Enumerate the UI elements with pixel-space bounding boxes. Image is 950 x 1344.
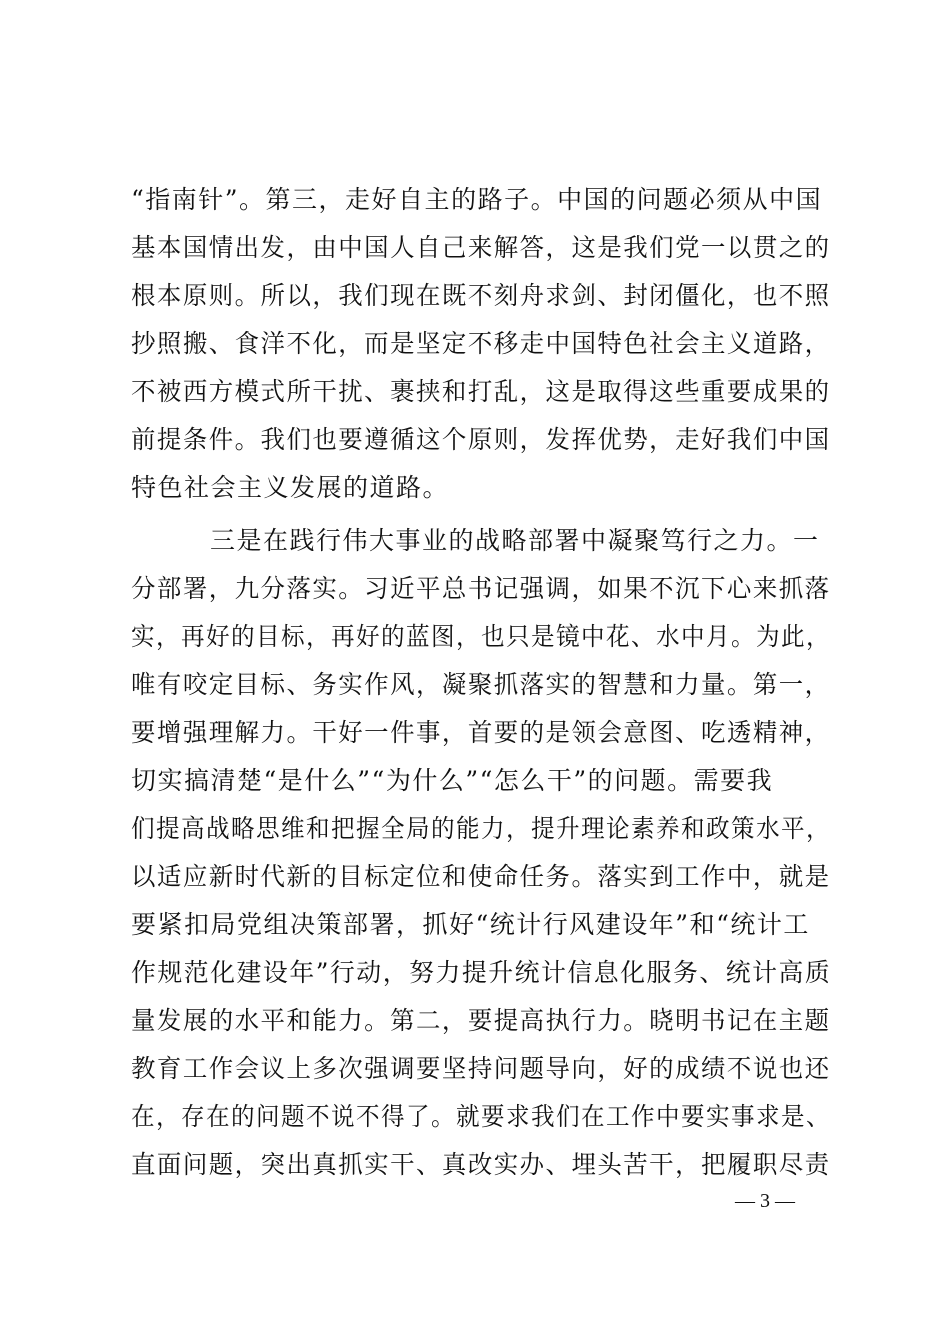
paragraph-line-indented: 三是在践行伟大事业的战略部署中凝聚笃行之力。一 [210,526,820,555]
paragraph-line: 在，存在的问题不说不得了。就要求我们在工作中要实事求是、 [131,1102,832,1131]
paragraph-line: 要增强理解力。干好一件事，首要的是领会意图、吃透精神， [131,718,831,747]
paragraph-line: 以适应新时代新的目标定位和使命任务。落实到工作中，就是 [131,862,831,891]
paragraph-line: 教育工作会议上多次强调要坚持问题导向，好的成绩不说也还 [131,1054,831,1083]
paragraph-line: 实，再好的目标，再好的蓝图，也只是镜中花、水中月。为此， [131,622,832,651]
paragraph-line: 要紧扣局党组决策部署，抓好“统计行风建设年”和“统计工 [131,910,810,939]
paragraph-line: 分部署，九分落实。习近平总书记强调，如果不沉下心来抓落 [131,574,831,603]
paragraph-line: 量发展的水平和能力。第二，要提高执行力。晓明书记在主题 [131,1006,831,1035]
paragraph-line: 唯有咬定目标、务实作风，凝聚抓落实的智慧和力量。第一， [131,670,831,699]
paragraph-line: 直面问题，突出真抓实干、真改实办、埋头苦干，把履职尽责 [131,1150,831,1179]
paragraph-line: 前提条件。我们也要遵循这个原则，发挥优势，走好我们中国 [131,425,831,454]
paragraph-line: 切实搞清楚“是什么”“为什么”“怎么干”的问题。需要我 [131,766,774,795]
paragraph-line: 特色社会主义发展的道路。 [131,473,450,502]
paragraph-line: 们提高战略思维和把握全局的能力，提升理论素养和政策水平， [131,814,832,843]
paragraph-line: 不被西方模式所干扰、裹挟和打乱，这是取得这些重要成果的 [131,377,831,406]
paragraph-line: 根本原则。所以，我们现在既不刻舟求剑、封闭僵化，也不照 [131,281,831,310]
paragraph-line: “指南针”。第三，走好自主的路子。中国的问题必须从中国 [131,185,823,214]
paragraph-line: 作规范化建设年”行动，努力提升统计信息化服务、统计高质 [131,958,832,987]
paragraph-line: 抄照搬、食洋不化，而是坚定不移走中国特色社会主义道路， [131,329,831,358]
page-number: — 3 — [735,1190,795,1212]
paragraph-line: 基本国情出发，由中国人自己来解答，这是我们党一以贯之的 [131,233,831,262]
